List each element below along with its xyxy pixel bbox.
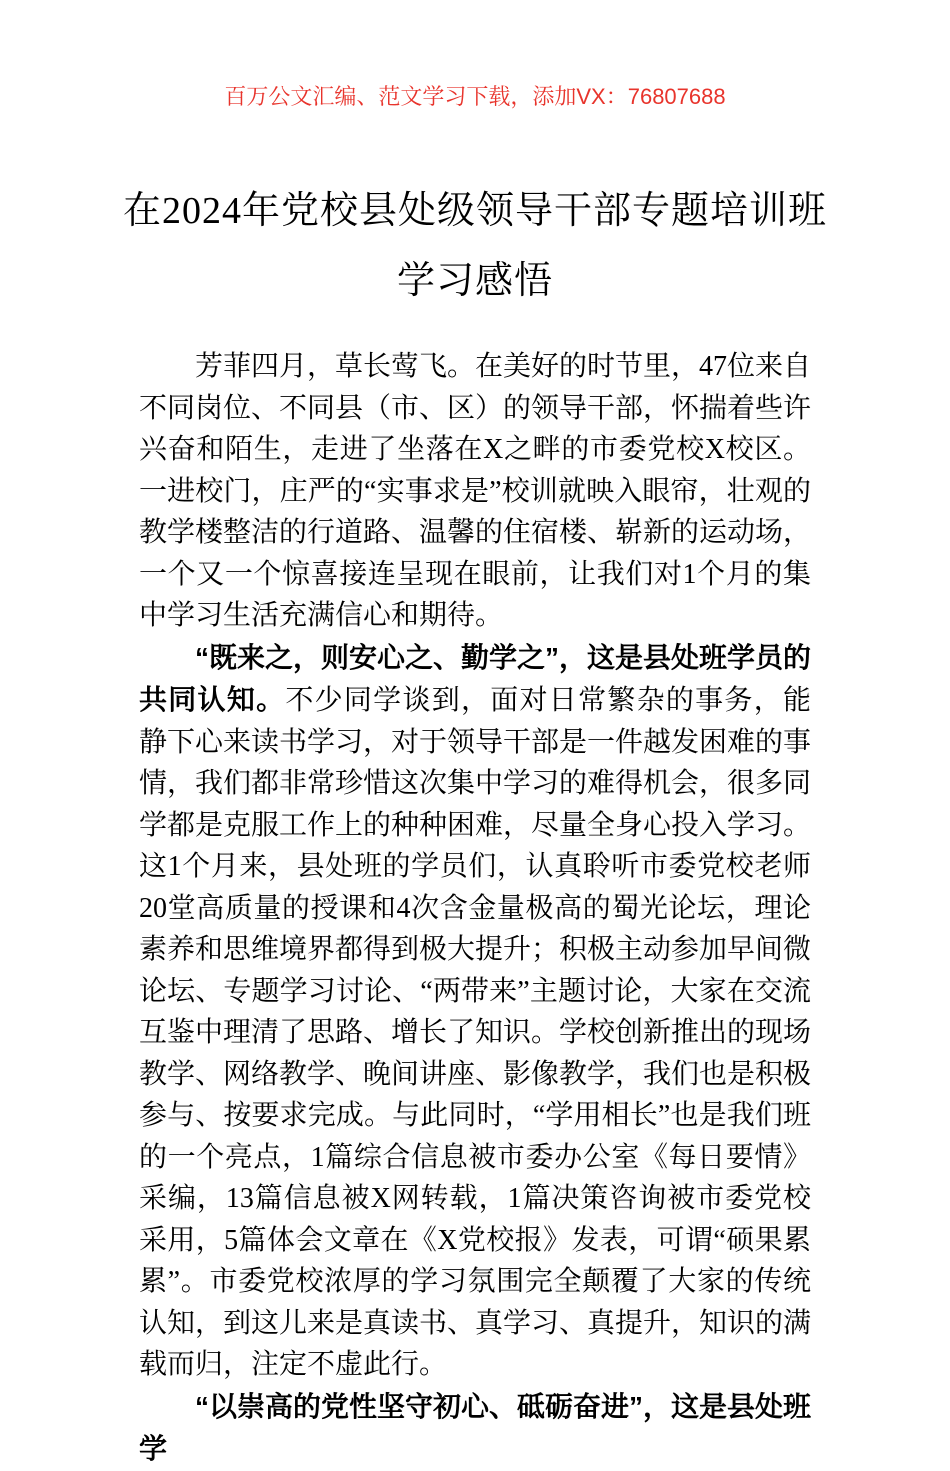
document-title — [40, 176, 910, 316]
paragraph-3 — [139, 1386, 811, 1471]
title-line-2: 学习感悟 — [396, 260, 553, 302]
paragraph-1 — [139, 346, 811, 637]
paragraph-2-bold-lead: “既来之，则安心之、勤学之”，这是县处班学员的共同认知。 — [139, 641, 812, 715]
paragraph-3-bold-lead: “以崇高的党性坚守初心、砥砺奋进”，这是县处班学 — [139, 1390, 812, 1464]
title-line-1: 在2024年党校县处级领导干部专题培训班 — [122, 190, 827, 232]
paragraph-2-text: 不少同学谈到，面对日常繁杂的事务，能静下心来读书学习，对于领导干部是一件越发困难的事情，我们都非常珍惜这次集中学习的难得机会，很多同学都是克服工作上的种种困难，尽量全身心投入学习。这1个月来，县处班的学员们，认真聆听市委党校老师20堂高质量的授课和4次含金量极高的蜀光论坛，理论素养和思维境界都得到极大提升；积极主动参加早间微论坛、专题学习讨论、“两带来”主题讨论，大家在交流互鉴中理清了思路、增长了知识。学校创新推出的现场教学、网络教学、晚间讲座、影像教学，我们也是积极参与、按要求完成。与此同时，“学用相长”也是我们班的一个亮点，1篇综合信息被市委办公室《每日要情》采编，13篇信息被X网转载，1篇决策咨询被市委党校采用，5篇体会文章在《X党校报》发表，可谓“硕果累累”。市委党校浓厚的学习氛围完全颠覆了大家的传统认知，到这儿来是真读书、真学习、真提升，知识的满载而归，注定不虚此行。 — [139, 685, 812, 1380]
paragraph-2 — [139, 637, 811, 1386]
paragraph-1-text: 芳菲四月，草长莺飞。在美好的时节里，47位来自不同岗位、不同县（市、区）的领导干部，怀揣着些许兴奋和陌生，走进了坐落在X之畔的市委党校X校区。一进校门，庄严的“实事求是”校训就映入眼帘，壮观的教学楼整洁的行道路、温馨的住宿楼、崭新的运动场，一个又一个惊喜接连呈现在眼前，让我们对1个月的集中学习生活充满信心和期待。 — [139, 351, 812, 631]
watermark-notice: 百万公文汇编、范文学习下载，添加VX：76807688 — [224, 84, 726, 109]
document-body — [139, 346, 811, 1471]
